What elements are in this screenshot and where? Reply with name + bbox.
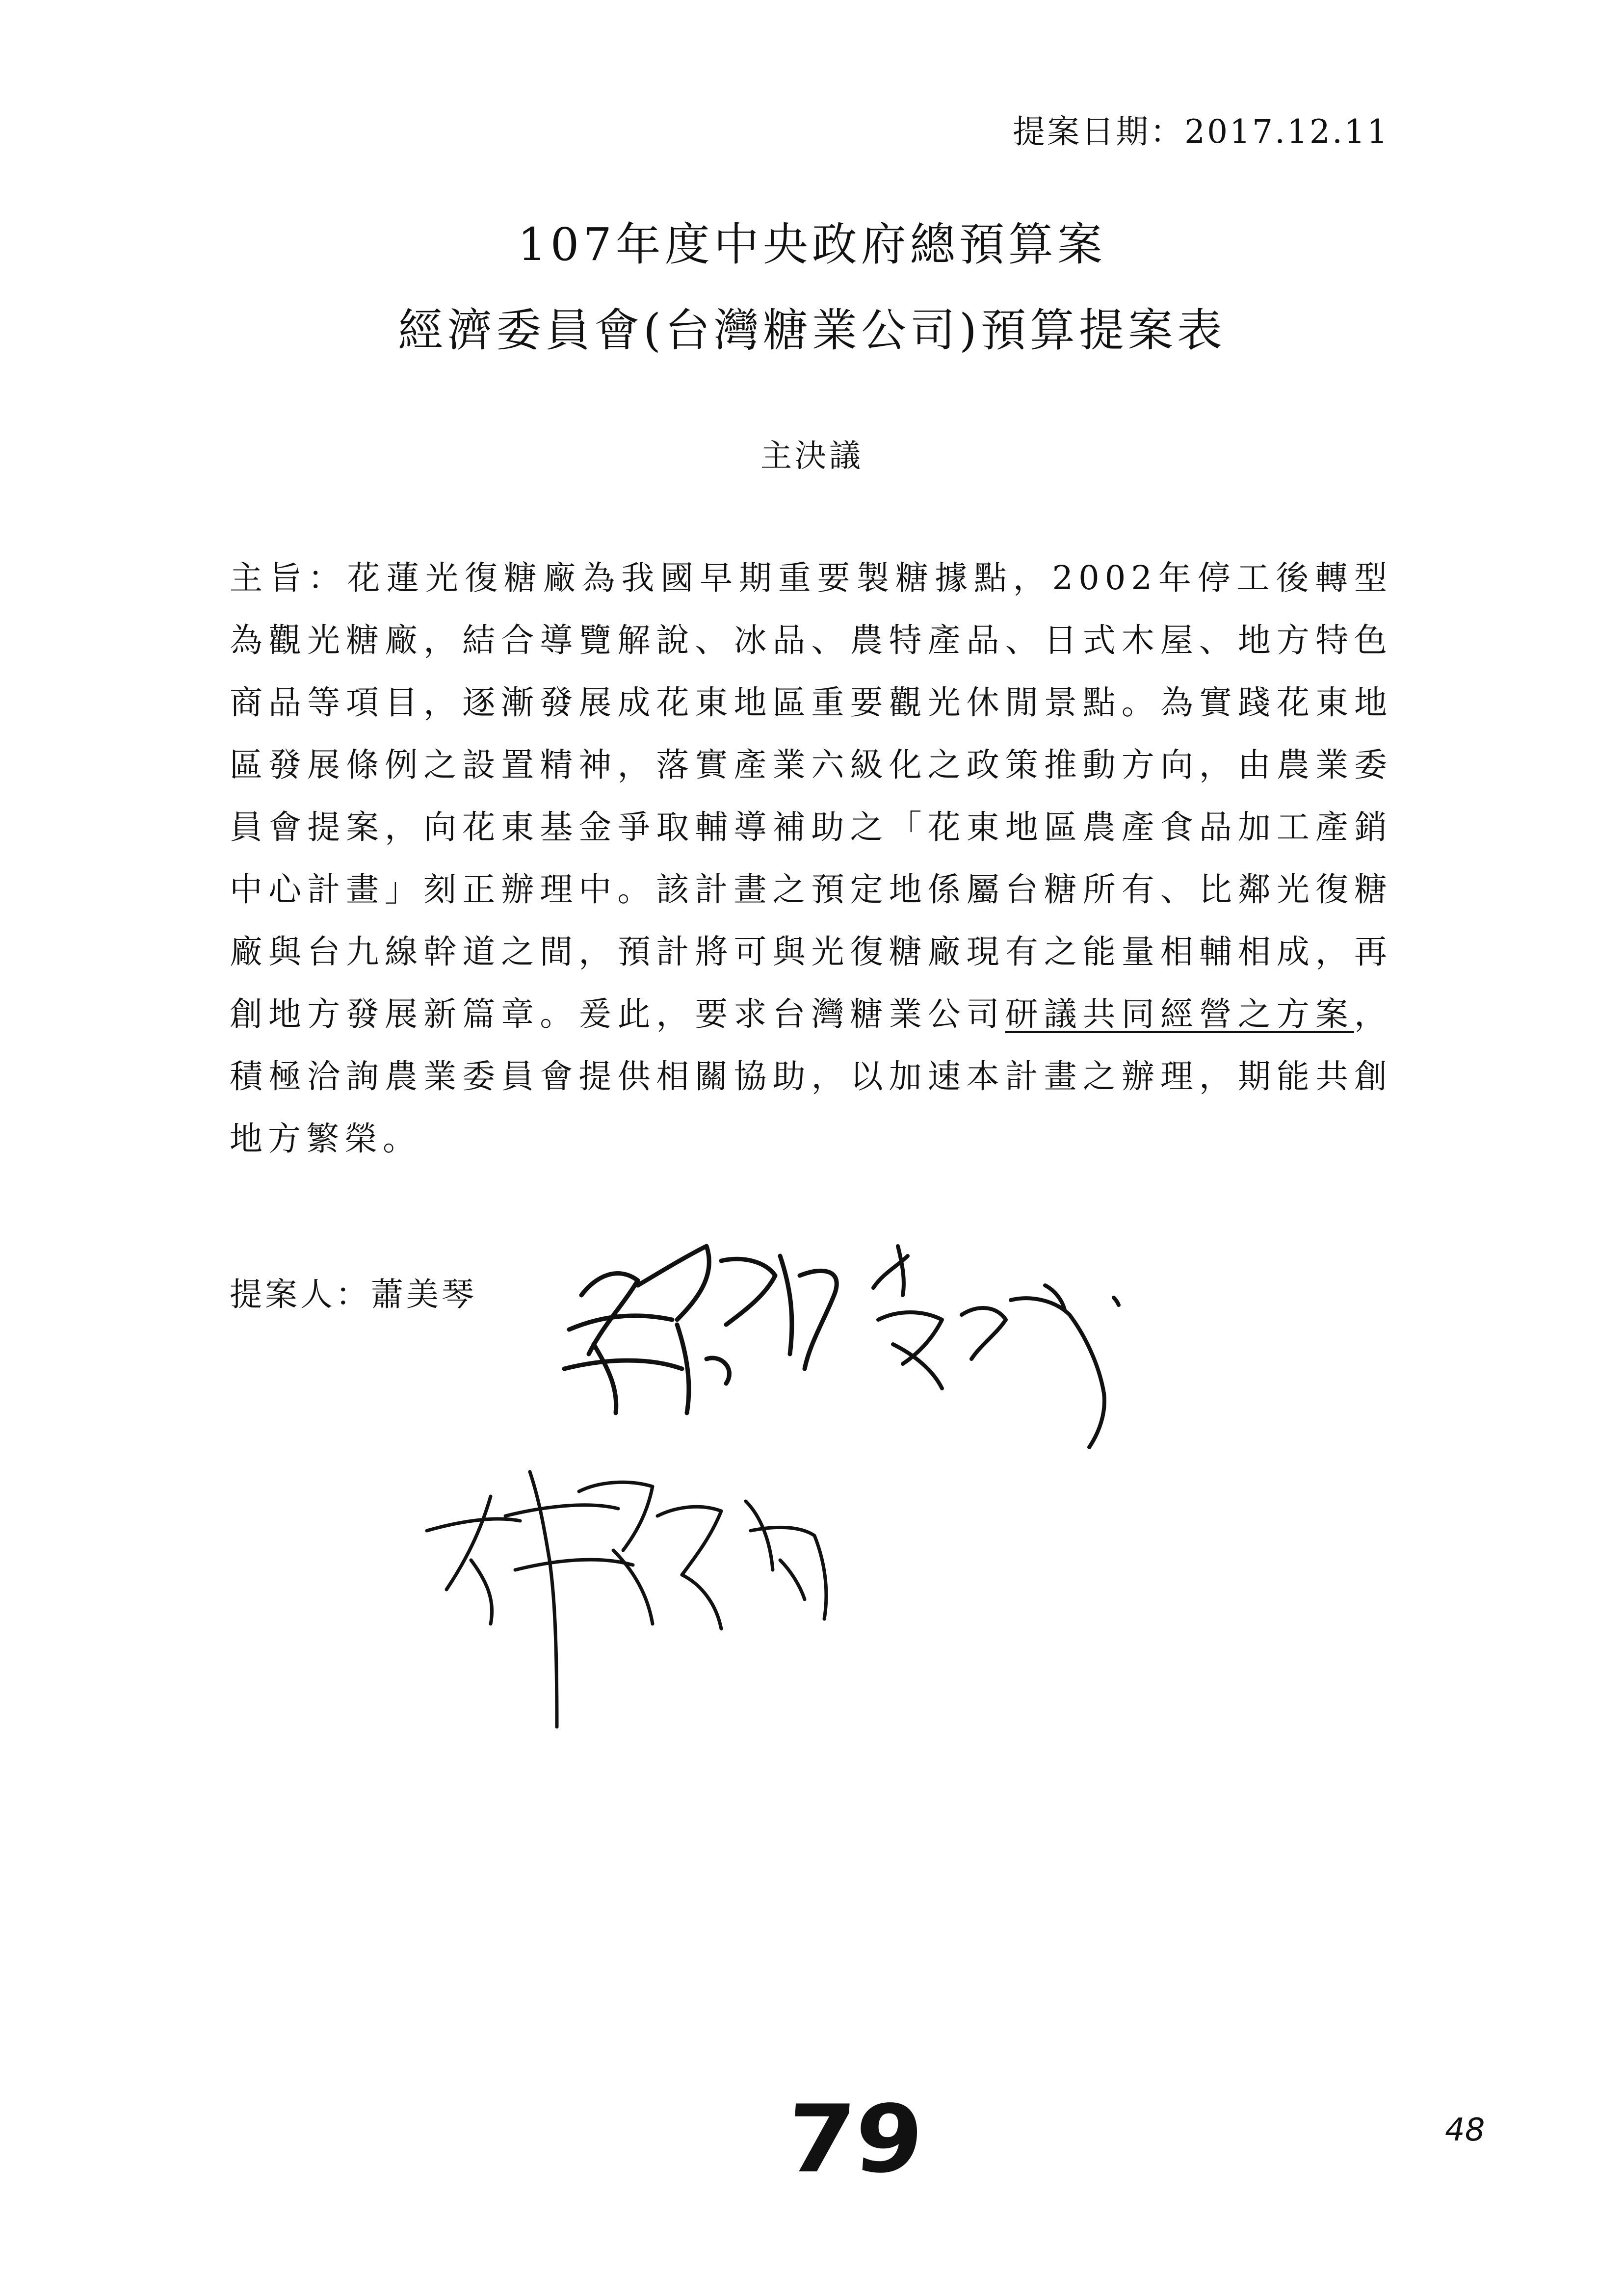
document-subtitle: 經濟委員會(台灣糖業公司)預算提案表 (398, 304, 1226, 357)
signature-2 (873, 1246, 1119, 1447)
page-number-small: 48 (1445, 2112, 1485, 2148)
page-number-handwritten: 79 (783, 2085, 927, 2193)
signature-1 (564, 1246, 837, 1413)
document-title: 107年度中央政府總預算案 (518, 218, 1106, 271)
resolution-label: 主決議 (760, 438, 864, 474)
proposal-date: 提案日期：2017.12.11 (1013, 113, 1389, 151)
proposer-line: 提案人：蕭美琴 (230, 1276, 477, 1313)
signature-3 (427, 1472, 826, 1727)
body-text-part-2: ，積極洽詢農業委員會提供相關協助，以加速本計畫之辦理，期能共創地方繁榮。 (230, 995, 1392, 1158)
body-underlined-text: 研議共同經營之方案 (1005, 995, 1354, 1033)
body-text-part-1: 主旨：花蓮光復糖廠為我國早期重要製糖據點，2002年停工後轉型為觀光糖廠，結合導覽解說、冰品、農特產品、日式木屋、地方特色商品等項目，逐漸發展成花東地區重要觀光休閒景點。為實踐花東地區發展條例之設置精神，落實產業六級化之政策推動方向，由農業委員會提案，向花東基金爭取輔導補助之「花東地區農產食品加工產銷中心計畫」刻正辦理中。該計畫之預定地係屬台糖所有、比鄰光復糖廠與台九線幹道之間，預計將可與光復糖廠現有之能量相輔相成，再創地方發展新篇章。爰此，要求台灣糖業公司 (230, 559, 1392, 1033)
proposal-body (230, 547, 1392, 1170)
